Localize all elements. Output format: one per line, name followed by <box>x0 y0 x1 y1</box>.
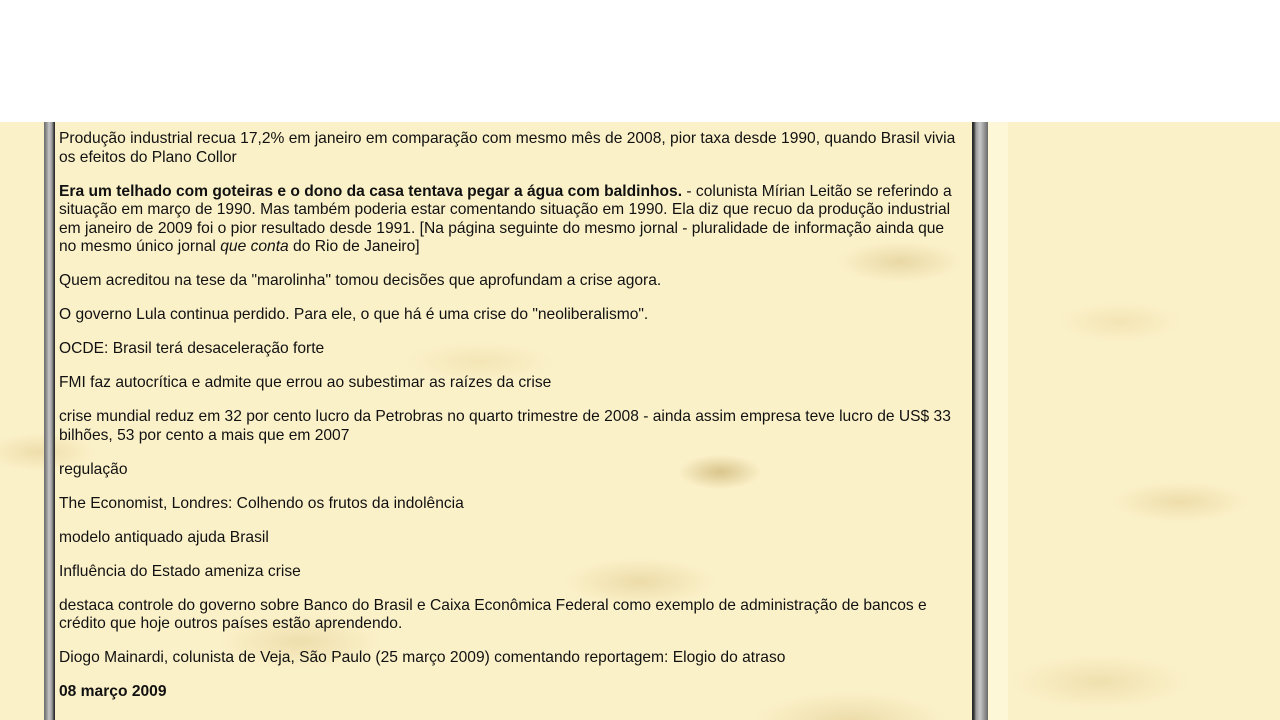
news-item-governo-lula: O governo Lula continua perdido. Para ele, o que há é uma crise do "neoliberalismo". <box>59 306 649 323</box>
top-blank-area <box>0 0 1280 122</box>
news-item-modelo-antiquado[interactable]: modelo antiquado ajuda Brasil <box>59 528 269 546</box>
news-item-controle-governo: destaca controle do governo sobre Banco do Brasil e Caixa Econômica Federal como exemplo de administração de bancos e crédito que hoje outros países estão aprendendo. <box>59 596 927 632</box>
quote-italic: que conta <box>220 238 289 255</box>
frame-left-border <box>44 122 55 720</box>
quote-text-b: do Rio de Janeiro] <box>288 238 420 255</box>
news-item-diogo-mainardi[interactable]: Diogo Mainardi, colunista de Veja, São Paulo (25 março 2009) comentando reportagem: Elogio do atraso <box>59 649 786 666</box>
date-heading-text: 08 março 2009 <box>59 683 167 700</box>
frame-right-border <box>972 122 988 720</box>
article-text-column <box>59 130 964 717</box>
news-item-economist-link[interactable]: The Economist, Londres: Colhendo os frutos da indolência <box>59 494 464 512</box>
news-item-industrial-production: Produção industrial recua 17,2% em janeiro em comparação com mesmo mês de 2008, pior taxa desde 1990, quando Brasil vivia os efeitos do Plano Collor <box>59 130 956 166</box>
news-item-marolinha: Quem acreditou na tese da "marolinha" tomou decisões que aprofundam a crise agora. <box>59 272 662 289</box>
quote-text-a: - colunista Mírian Leitão se referindo a situação em março de 1990. Mas também poderia estar comentando situação em 1990. Ela diz que recuo da produção industrial em janeiro de 2009 foi o pior resultado desde 1991. [Na página seguinte do mesmo jornal - pluralidade de informação ainda que no mesmo único jornal <box>59 182 952 255</box>
news-item-fmi-link[interactable]: FMI faz autocrítica e admite que errou ao subestimar as raízes da crise <box>59 374 552 391</box>
date-heading <box>59 683 964 702</box>
content-frame <box>44 122 988 720</box>
news-item-petrobras-link[interactable]: crise mundial reduz em 32 por cento lucro da Petrobras no quarto trimestre de 2008 - ainda assim empresa teve lucro de US$ 33 bilhões, 53 por cento a mais que em 2007 <box>59 408 951 444</box>
news-item-regulacao-link[interactable]: regulação <box>59 460 128 478</box>
news-item-miriam-leitao-quote <box>59 183 964 257</box>
news-item-influencia-estado[interactable]: Influência do Estado ameniza crise <box>59 562 301 580</box>
background-strip <box>988 122 1008 720</box>
news-item-ocde-link[interactable]: OCDE: Brasil terá desaceleração forte <box>59 340 325 357</box>
quote-bold: Era um telhado com goteiras e o dono da casa tentava pegar a água com baldinhos. <box>59 182 683 200</box>
